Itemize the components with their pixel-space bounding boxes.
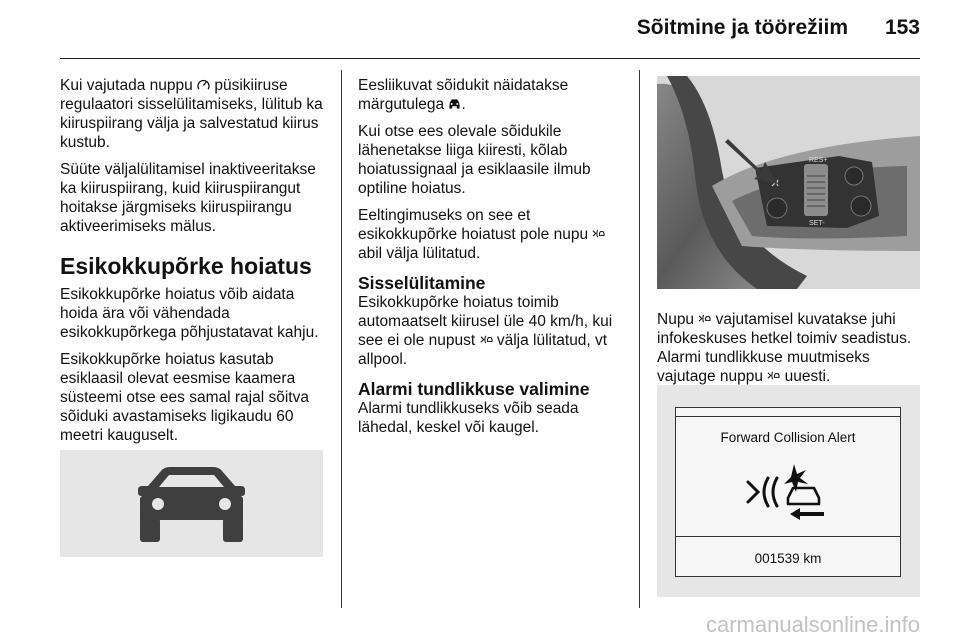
paragraph-fca-intro: Esikokkupõrke hoiatus võib aidata hoida ära või vähendada esikokkupõrkega põhjustatavat kahju.: [60, 286, 319, 341]
display-top-line: [676, 416, 900, 417]
paragraph-activation: Esikokkupõrke hoiatus toimib automaatselt kiirusel üle 40 km/h, kui see ei ole nupust välja lülitatud, vt allpool.: [358, 294, 613, 368]
paragraph-fca-camera: Esikokkupõrke hoiatus kasutab esiklaasil olevat eesmise kaamera süsteemi otse ees samal rajal sõitva sõiduki avastamiseks ligikaudu 60 meetri kauguselt.: [60, 351, 309, 444]
display-bottom-line: [676, 536, 900, 537]
cruise-control-icon: [197, 78, 210, 91]
wheel-label-set: SET-: [809, 220, 825, 227]
steering-wheel-illustration: [657, 76, 920, 289]
page-number: 153: [884, 16, 920, 39]
collision-alert-icon: [744, 458, 834, 528]
figure-steering-wheel: [657, 76, 920, 289]
figure-car-symbol: [60, 450, 323, 557]
figure-driver-info-display: [657, 385, 920, 597]
column-1: [60, 76, 328, 453]
collision-alert-icon: [480, 333, 493, 346]
page-header-title: Sõitmine ja töörežiim: [636, 16, 848, 39]
subheading-sensitivity: Alarmi tundlikkuse valimine: [358, 379, 590, 399]
watermark: carmanualsonline.info: [705, 612, 920, 637]
collision-alert-icon: [698, 312, 711, 325]
wheel-label-res: RES+: [809, 157, 828, 164]
car-front-icon: [448, 97, 461, 110]
collision-alert-icon: [592, 227, 605, 240]
paragraph-display-setting: Nupu vajutamisel kuvatakse juhi infokeskuses hetkel toimiv seadistus. Alarmi tundlikkuse muutmiseks vajutage nuppu uuesti.: [657, 311, 912, 385]
column-divider: [639, 70, 640, 608]
paragraph-cruise-control: Kui vajutada nuppu püsikiiruse regulaatori sisselülitamiseks, lülitub ka kiiruspiirang välja ja salvestatud kiirus kustub.: [60, 77, 323, 151]
paragraph-indicator: Eesliikuvat sõidukit näidatakse märgutulega .: [358, 77, 569, 113]
column-3-text: [657, 310, 925, 394]
collision-alert-icon: [767, 369, 780, 382]
car-front-icon: [60, 450, 323, 557]
column-2: [358, 76, 626, 445]
paragraph-ignition-off: Süüte väljalülitamisel inaktiveeritakse ka kiiruspiirang, kuid kiiruspiirangut hoitakse järgmiseks kiiruspiirangu aktiveerimiseks mälus.: [60, 161, 316, 235]
display-odometer: 001539 km: [754, 551, 822, 566]
paragraph-sensitivity: Alarmi tundlikkuseks võib seada lähedal, keskel või kaugel.: [358, 400, 579, 436]
paragraph-warning: Kui otse ees olevale sõidukile lähenetakse liiga kiiresti, kõlab hoiatussignaal ja esiklaasile ilmub optiline hoiatus.: [358, 123, 591, 197]
display-screen: [675, 407, 901, 577]
paragraph-precondition: Eeltingimuseks on see et esikokkupõrke hoiatust pole nupu abil välja lülitatud.: [358, 206, 626, 263]
display-title: Forward Collision Alert: [720, 430, 856, 445]
section-heading-fca: Esikokkupõrke hoiatus: [60, 253, 312, 279]
header-rule: [60, 58, 920, 59]
column-divider: [341, 70, 342, 608]
subheading-activation: Sisselülitamine: [358, 273, 486, 293]
